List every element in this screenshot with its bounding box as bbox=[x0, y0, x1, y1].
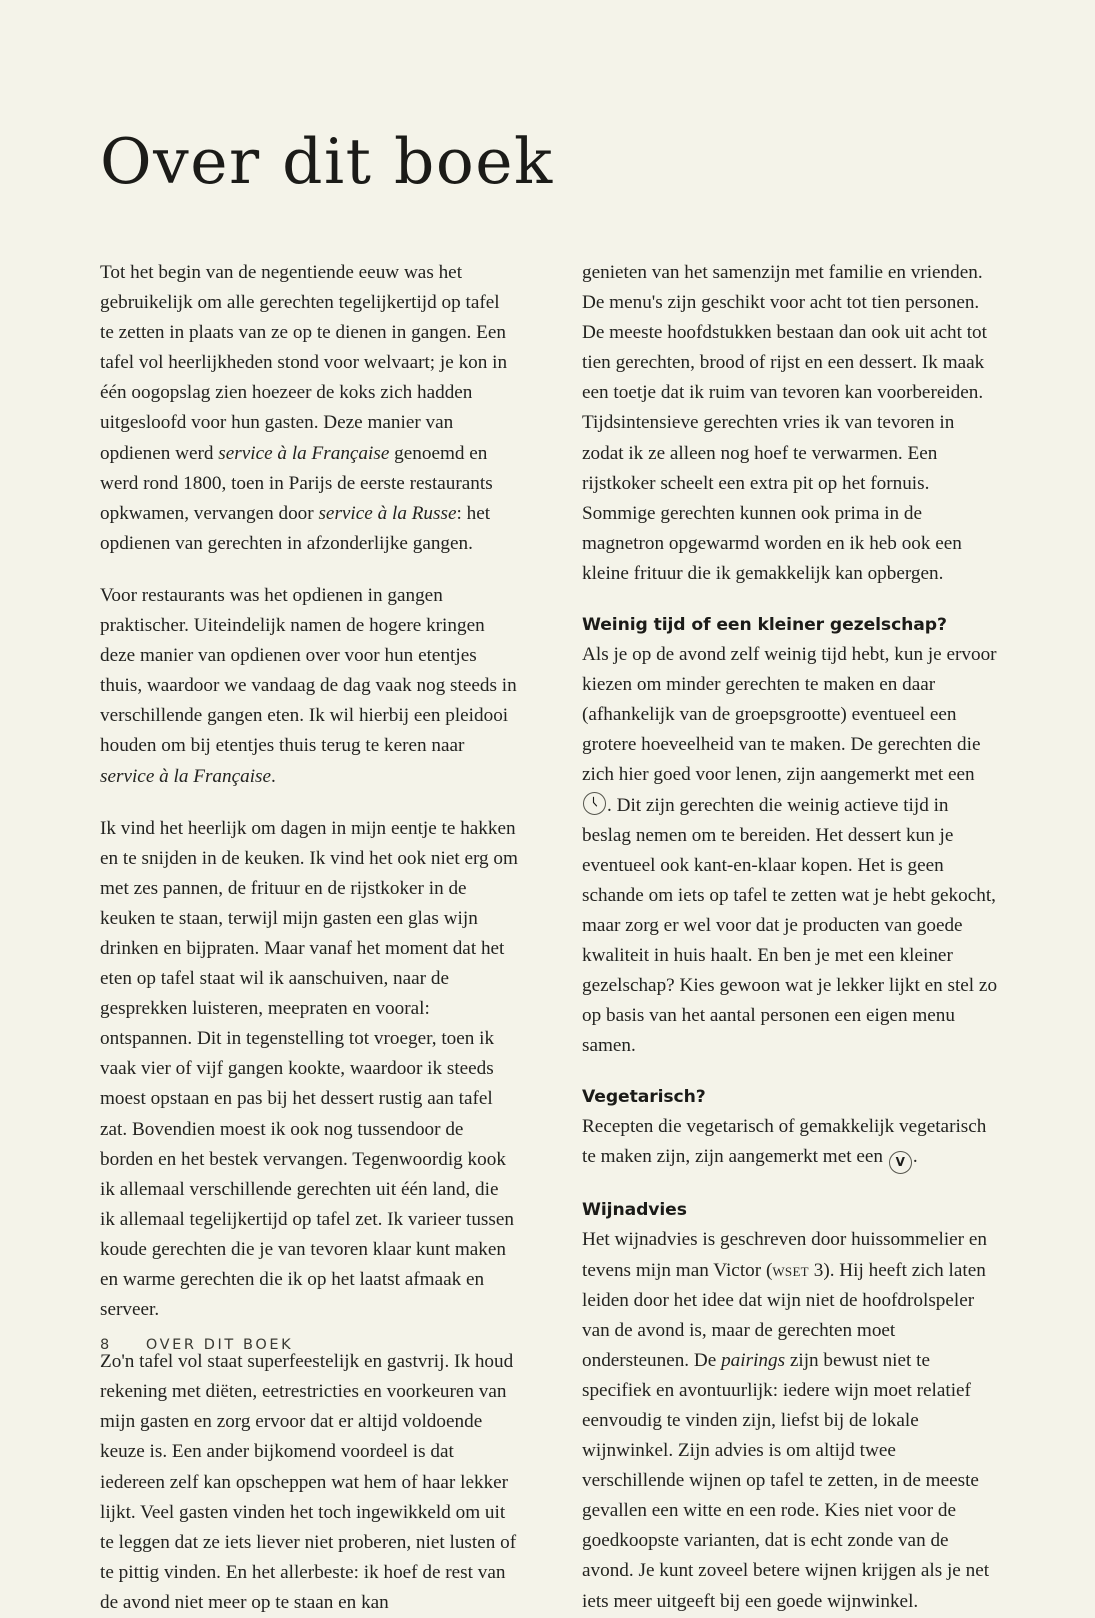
text-run: Recepten die vegetarisch of gemakkelijk vegetarisch te maken zijn, zijn aangemerkt met een bbox=[582, 1116, 987, 1168]
italic-phrase: service à la Française bbox=[100, 765, 272, 787]
text-run: Tot het begin van de negentiende eeuw was het gebruikelijk om alle gerechten tegelijkertijd op tafel te zetten in plaats van ze op te dienen in gangen. Een tafel vol heerlijkheden stond voor welvaart; je kon in één oogopslag zien hoezeer de koks zich hadden uitgesloofd voor hun gasten. Deze manier van opdienen werd bbox=[100, 262, 508, 464]
section-wijnadvies bbox=[582, 1196, 1000, 1616]
text-run: : het opdienen van gerechten in afzonderlijke gangen. bbox=[100, 502, 491, 554]
text-run: . bbox=[912, 1146, 918, 1168]
paragraph-restaurants bbox=[100, 581, 518, 792]
footer-running-head: OVER DIT BOEK bbox=[145, 1337, 294, 1353]
section-vegetarisch bbox=[582, 1083, 1000, 1174]
text-run: genieten van het samenzijn met familie en vrienden. De menu's zijn geschikt voor acht tot tien personen. De meeste hoofdstukken bestaan dan ook uit acht tot tien gerechten, brood of rijst en een dessert. Ik maak een toetje dat ik ruim van tevoren kan voorbereiden. Tijdsintensieve gerechten vries ik van tevoren in zodat ik ze alleen nog hoef te verwarmen. Een rijstkoker scheelt een extra pit op het fornuis. Sommige gerechten kunnen ook prima in de magnetron opgewarmd worden en ik heb ook een kleine frituur die ik gemakkelijk kan opbergen. bbox=[582, 262, 987, 584]
text-run: . Dit zijn gerechten die weinig actieve tijd in beslag nemen om te bereiden. Het dessert kun je eventueel ook kant-en-klaar kopen. Het is geen schande om iets op tafel te zetten wat je hebt gekocht, maar zorg er wel voor dat je producten van goede kwaliteit in huis haalt. En ben je met een kleiner gezelschap? Kies gewoon wat je lekker lijkt en stel zo op basis van het aantal personen een eigen menu samen. bbox=[582, 794, 998, 1057]
section-heading-wijnadvies: Wijnadvies bbox=[582, 1200, 687, 1221]
section-heading-vegetarisch: Vegetarisch? bbox=[582, 1087, 706, 1108]
text-run: Het wijnadvies is geschreven door huissommelier en tevens mijn man Victor ( bbox=[582, 1229, 987, 1281]
footer-page-number: 8 bbox=[100, 1337, 112, 1353]
vegetarian-badge-icon: V bbox=[889, 1151, 912, 1174]
paragraph-hospitality bbox=[100, 1347, 518, 1618]
text-run: genoemd en werd rond 1800, toen in Parijs de eerste restaurants opkwamen, vervangen door bbox=[100, 442, 493, 524]
text-run: Voor restaurants was het opdienen in gangen praktischer. Uiteindelijk namen de hogere kringen deze manier van opdienen over voor hun etentjes thuis, waardoor we vandaag de dag vaak nog steeds in verschillende gangen eten. Ik wil hierbij een pleidooi houden om bij etentjes thuis terug te keren naar bbox=[100, 584, 517, 757]
text-run: Ik vind het heerlijk om dagen in mijn eentje te hakken en te snijden in de keuken. Ik vind het ook niet erg om met zes pannen, de frituur en de rijstkoker in de keuken te staan, terwijl mijn gasten een glas wijn drinken en bijpraten. Maar vanaf het moment dat het eten op tafel staat wil ik aanschuiven, naar de gesprekken luisteren, meepraten en vooral: ontspannen. Dit in tegenstelling tot vroeger, toen ik vaak vier of vijf gangen kookte, waardoor ik steeds moest opstaan en pas bij het dessert rustig aan tafel zat. Bovendien moest ik ook nog tussendoor de borden en het bestek vervangen. Tegenwoordig kook ik allemaal verschillende gerechten uit één land, die ik allemaal tegelijkertijd op tafel zet. Ik varieer tussen koude gerechten die je van tevoren klaar kunt maken en warme gerechten die ik op het laatst afmaak en serveer. bbox=[100, 817, 518, 1321]
text-run: Als je op de avond zelf weinig tijd hebt, kun je ervoor kiezen om minder gerechten te maken en daar (afhankelijk van de groepsgrootte) eventueel een grotere hoeveelheid van te maken. De gerechten die zich hier goed voor lenen, zijn aangemerkt met een bbox=[582, 644, 997, 786]
text-run: Zo'n tafel vol staat superfeestelijk en gastvrij. Ik houd rekening met diëten, eetrestricties en voorkeuren van mijn gasten en zorg ervoor dat er altijd voldoende keuze is. Een ander bijkomend voordeel is dat iedereen zelf kan opscheppen wat hem of haar lekker lijkt. Veel gasten vinden het toch ingewikkeld om uit te leggen dat ze iets liever niet proberen, niet lusten of te pittig vinden. En het allerbeste: ik hoef de rest van de avond niet meer op te staan en kan bbox=[100, 1351, 517, 1613]
section-heading-weinig-tijd: Weinig tijd of een kleiner gezelschap? bbox=[582, 615, 947, 636]
clock-badge-icon bbox=[583, 792, 606, 815]
section-body-weinig-tijd bbox=[582, 640, 1000, 1061]
page-title: Over dit boek bbox=[100, 125, 554, 199]
italic-phrase: service à la Française bbox=[218, 442, 390, 464]
italic-phrase: service à la Russe bbox=[318, 502, 457, 524]
text-run: 3). Hij heeft zich laten leiden door het idee dat wijn niet de hoofdrolspeler van de avond is, maar de gerechten moet ondersteunen. De bbox=[582, 1259, 986, 1371]
italic-phrase: pairings bbox=[721, 1349, 786, 1371]
small-caps-phrase: wset bbox=[772, 1259, 809, 1281]
page-footer bbox=[100, 1337, 293, 1353]
paragraph-kitchen-routine bbox=[100, 814, 518, 1326]
text-run: . bbox=[271, 765, 276, 787]
right-column bbox=[582, 258, 1000, 1618]
section-weinig-tijd bbox=[582, 611, 1000, 1061]
paragraph-continuation bbox=[582, 258, 1000, 589]
paragraph-intro-history bbox=[100, 258, 518, 559]
section-body-wijnadvies bbox=[582, 1225, 1000, 1616]
two-column-body bbox=[100, 258, 1000, 1618]
section-body-vegetarisch bbox=[582, 1112, 1000, 1174]
left-column bbox=[100, 258, 518, 1618]
text-run: zijn bewust niet te specifiek en avontuurlijk: iedere wijn moet relatief eenvoudig te vinden zijn, liefst bij de lokale wijnwinkel. Zijn advies is om altijd twee verschillende wijnen op tafel te zetten, in de meeste gevallen een witte en een rode. Kies niet voor de goedkoopste varianten, dat is echt zonde van de avond. Je kunt zoveel betere wijnen krijgen als je net iets meer uitgeeft bij een goede wijnwinkel. bbox=[582, 1349, 990, 1612]
